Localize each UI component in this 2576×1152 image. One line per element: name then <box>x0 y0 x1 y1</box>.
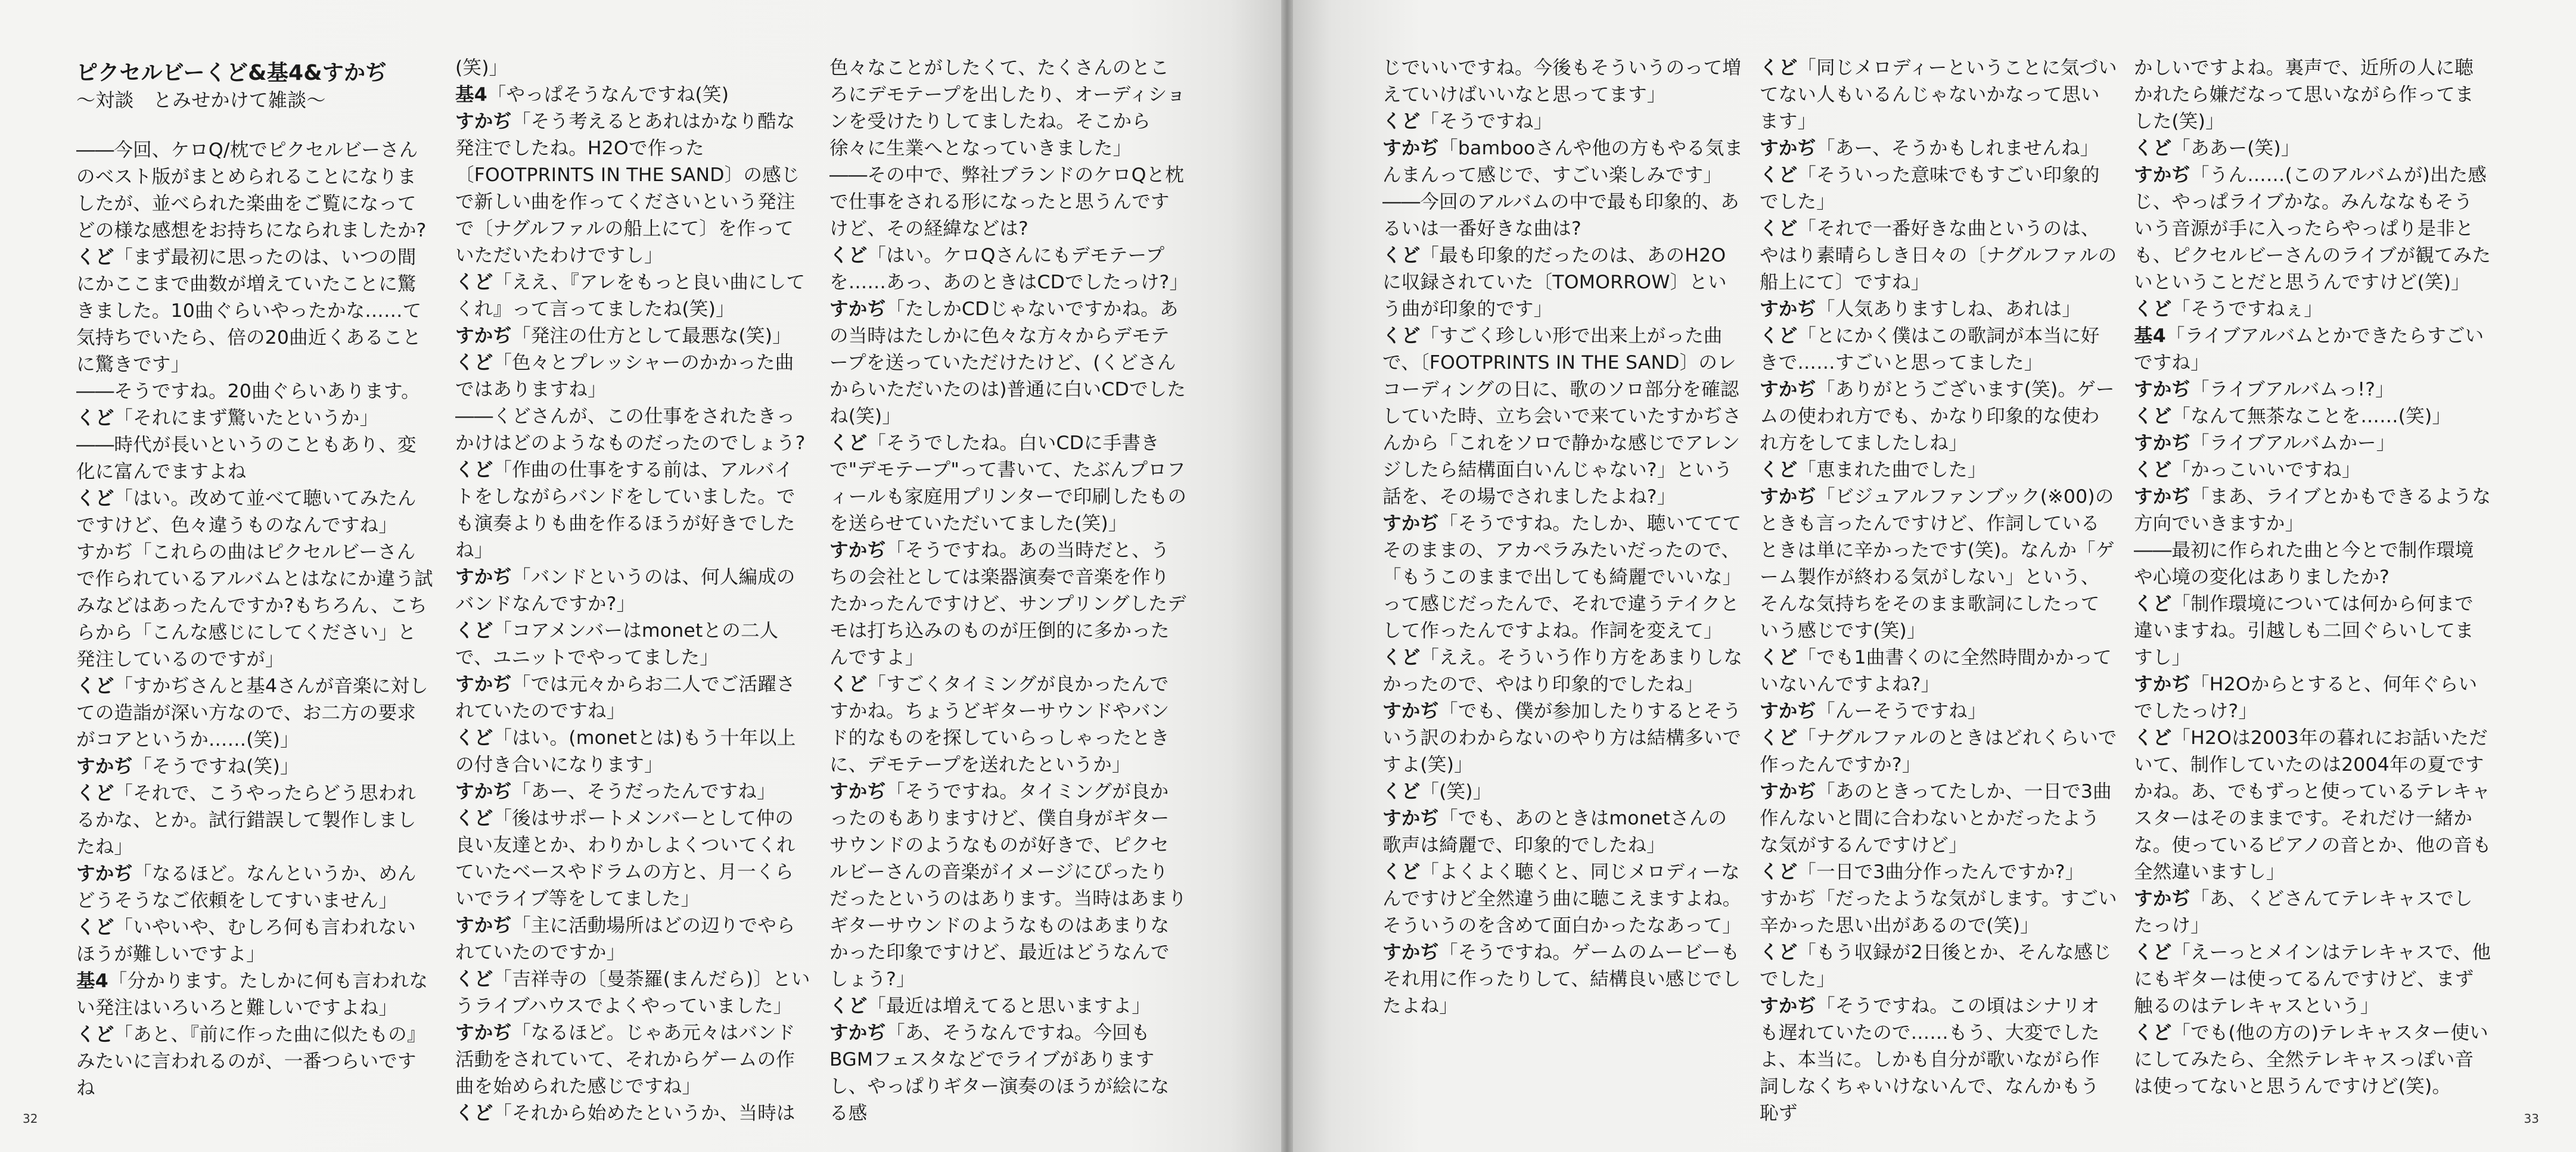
dialogue-text: 「うん……(このアルバムが)出た感じ、やっぱライブかな。みんななもそういう音源が手に入ったらやっぱり是非とも、ピクセルビーさんのライブが観てみたいということだと思うんですけど(笑)」 <box>2134 164 2491 293</box>
dialogue-line <box>829 537 1187 671</box>
dialogue-text: 「bambooさんや他の方もやる気まんまんって感じで、すごい楽しみです」 <box>1382 138 1744 186</box>
speaker-name: くど <box>1760 647 1798 668</box>
dialogue-text: 「(笑)」 <box>1420 781 1492 802</box>
dialogue-text: 「やっぱそうなんですね(笑) <box>487 84 729 105</box>
article-title: ピクセルビーくど&基4&すかぢ <box>76 61 387 85</box>
dialogue-line <box>1382 645 1744 698</box>
dialogue-line <box>455 1020 812 1100</box>
dialogue-text: ――その中で、弊社ブランドのケロQと枕で仕事をされる形になったと思うんですけど、その経緯などは? <box>829 164 1184 239</box>
dialogue-line <box>1382 135 1744 189</box>
dialogue-text: 「とにかく僕はこの歌詞が本当に好きで……すごいと思ってました」 <box>1760 325 2100 373</box>
dialogue-line <box>76 673 434 754</box>
dialogue-text: 「そうでしたね。白いCDに手書きで"デモテープ"って書いて、たぶんプロフィールも家庭用プリンターで印刷したものを送らせていただいてました(笑)」 <box>829 432 1187 534</box>
dialogue-line <box>455 108 812 269</box>
speaker-name: くど <box>829 995 868 1017</box>
dialogue-text: 「それで一番好きな曲というのは、やはり素晴らしき日々の〔ナグルファルの船上にて〕ですね」 <box>1760 218 2117 293</box>
dialogue-text: 「そういった意味でもすごい印象的でした」 <box>1760 164 2100 213</box>
dialogue-text: 「すごく珍しい形で出来上がった曲で、〔FOOTPRINTS IN THE SAND〕のレコーディングの日に、歌のソロ部分を確認していた時、立ち会いで来ていたすかぢさんから「これをソロで静かな感じでアレンジしたら結構面白いんじゃない?」という話を、その場でされましたよね?」 <box>1382 325 1742 507</box>
speaker-name: くど <box>1760 942 1798 963</box>
dialogue-line <box>76 1022 434 1102</box>
dialogue-line <box>1760 376 2117 457</box>
speaker-name: くど <box>76 1024 114 1045</box>
dialogue-text: 「そうですねぇ」 <box>2171 298 2323 320</box>
dialogue-text: 「後はサポートメンバーとして仲の良い友達とか、わりかしよくついてくれていたベースやドラムの方と、月一くらいでライブ等をしてました」 <box>455 808 796 910</box>
dialogue-line <box>1760 323 2117 376</box>
speaker-name: すかぢ <box>1760 700 1817 722</box>
dialogue-line <box>1760 859 2117 886</box>
speaker-name: すかぢ <box>455 915 512 936</box>
dialogue-line <box>76 378 434 405</box>
speaker-name: くど <box>1760 861 1798 883</box>
dialogue-text: 「コアメンバーはmonetとの二人で、ユニットでやってました」 <box>455 620 779 668</box>
dialogue-text: 「色々とプレッシャーのかかった曲ではありますね」 <box>455 352 794 400</box>
dialogue-line <box>455 1100 812 1127</box>
dialogue-line <box>455 403 812 457</box>
speaker-name: くど <box>2134 298 2172 320</box>
dialogue-text: 「よくよく聴くと、同じメロディーなんですけど全然違う曲に聴こえますよね。そういうのを含めて面白かったなあって」 <box>1382 861 1742 936</box>
dialogue-line <box>76 968 434 1022</box>
dialogue-text: 「でも、僕が参加したりするとそういう訳のわからないのやり方は結構多いですよ(笑)」 <box>1382 700 1742 776</box>
dialogue-text: 「最も印象的だったのは、あのH2Oに収録されていた〔TOMORROW〕という曲が印象的です」 <box>1382 245 1727 320</box>
right-column-2 <box>1760 55 2117 1127</box>
speaker-name: すかぢ <box>455 674 512 695</box>
dialogue-text: ――最初に作られた曲と今とで制作環境や心境の変化はありましたか? <box>2134 540 2474 588</box>
dialogue-line <box>1760 779 2117 859</box>
dialogue-line <box>455 82 812 108</box>
dialogue-line <box>76 539 434 673</box>
dialogue-text: 「ライブアルバムかー」 <box>2190 432 2395 454</box>
speaker-name: くど <box>76 247 114 268</box>
speaker-name: くど <box>2134 593 2172 615</box>
speaker-name: くど <box>1760 325 1798 347</box>
dialogue-text: 「あー、そうだったんですね」 <box>512 781 776 802</box>
dialogue-line <box>2134 162 2491 296</box>
speaker-name: すかぢ <box>1382 138 1440 159</box>
dialogue-text: 「ナグルファルのときはどれくらいで作ったんですか?」 <box>1760 727 2117 776</box>
dialogue-line <box>455 457 812 564</box>
dialogue-text: 「もう収録が2日後とか、そんな感じでした」 <box>1760 942 2112 990</box>
speaker-name: くど <box>1382 647 1421 668</box>
speaker-name: すかぢ <box>1760 995 1817 1017</box>
dialogue-text: 「そうですね。この頃はシナリオも遅れていたので……もう、大変でしたよ、本当に。しかも自分が歌いながら作詞しなくちゃいけないんで、なんかもう恥ず <box>1760 995 2100 1124</box>
speaker-name: すかぢ <box>1382 808 1440 829</box>
book-gutter <box>1281 0 1293 1152</box>
dialogue-text: 「最近は増えてると思いますよ」 <box>867 995 1151 1017</box>
dialogue-line <box>1382 323 1744 510</box>
dialogue-line <box>829 779 1187 993</box>
dialogue-line <box>829 671 1187 779</box>
dialogue-text: 「なんて無茶なことを……(笑)」 <box>2171 406 2451 427</box>
dialogue-line <box>2134 55 2491 135</box>
speaker-name: くど <box>76 675 114 697</box>
speaker-name: すかぢ <box>455 566 512 588</box>
dialogue-text: 「吉祥寺の〔曼荼羅(まんだら)〕というライブハウスでよくやっていました」 <box>455 969 810 1017</box>
dialogue-text: 「同じメロディーということに気づいてない人もいるんじゃないかなって思います」 <box>1760 57 2117 132</box>
dialogue-text: 「制作環境については何から何まで違いますね。引越しも二回ぐらいしてますし」 <box>2134 593 2474 668</box>
speaker-name: すかぢ <box>76 863 133 885</box>
dialogue-text: 「ビジュアルファンブック(※00)のときも言ったんですけど、作詞しているときは単に辛かったです(笑)。なんか「ゲーム製作が終わる気がしない」という、そんな気持ちをそのまま歌詞にしたっていう感じです(笑)」 <box>1760 486 2115 642</box>
speaker-name: くど <box>2134 138 2172 159</box>
dialogue-line <box>455 966 812 1020</box>
dialogue-line <box>76 485 434 539</box>
dialogue-text: 「あー、そうかもしれませんね」 <box>1816 138 2099 159</box>
dialogue-text: (笑)」 <box>455 57 508 79</box>
dialogue-text: 「ありがとうございます(笑)。ゲームの使われ方でも、かなり印象的な使われ方をしてましたしね」 <box>1760 379 2115 454</box>
dialogue-text: 「では元々からお二人でご活躍されていたのですね」 <box>455 674 796 722</box>
dialogue-line <box>1760 886 2117 939</box>
speaker-name: すかぢ <box>455 111 512 132</box>
dialogue-line <box>1760 162 2117 216</box>
speaker-name: すかぢ <box>76 756 133 777</box>
dialogue-text: 「すかぢさんと基4さんが音楽に対しての造詣が深い方なので、お二方の要求がコアというか……(笑)」 <box>76 675 428 751</box>
dialogue-text: 「作曲の仕事をする前は、アルバイトをしながらバンドをしていました。でも演奏よりも曲を作るほうが好きでしたね」 <box>455 459 796 561</box>
speaker-name: すかぢ <box>829 540 887 561</box>
page-number-right: 33 <box>2524 1111 2539 1126</box>
dialogue-line <box>455 323 812 350</box>
left-page <box>0 0 1281 1152</box>
dialogue-text: 「いやいや、むしろ何も言われないほうが難しいですよ」 <box>76 917 416 965</box>
dialogue-text: 「まず最初に思ったのは、いつの間にかここまで曲数が増えていたことに驚きました。10曲ぐらいやったかな……て気持ちでいたら、倍の20曲近くあることに驚きです」 <box>76 247 422 375</box>
dialogue-text: かしいですよね。裏声で、近所の人に聴かれたら嫌だなって思いながら作ってました(笑)」 <box>2134 57 2474 132</box>
speaker-name: すかぢ <box>1760 781 1817 802</box>
speaker-name: くど <box>1760 727 1798 749</box>
speaker-name: すかぢ <box>1760 486 1817 507</box>
dialogue-line <box>2134 1020 2491 1100</box>
dialogue-line <box>455 671 812 725</box>
speaker-name: くど <box>2134 1022 2172 1044</box>
dialogue-text: 「そう考えるとあれはかなり酷な発注でしたね。H2Oで作った〔FOOTPRINTS IN THE SAND〕の感じで新しい曲を作ってくださいという発注で〔ナグルファルの船上にて〕を作っていただいたわけですし」 <box>455 111 800 266</box>
speaker-name: くど <box>1760 164 1798 186</box>
speaker-name: すかぢ <box>2134 379 2191 400</box>
dialogue-text: 「そうですね。ゲームのムービーもそれ用に作ったりして、結構良い感じでしたよね」 <box>1382 942 1741 1017</box>
dialogue-text: 「ええ、『アレをもっと良い曲にしてくれ』って言ってましたね(笑)」 <box>455 272 806 320</box>
left-column-1 <box>76 55 434 1102</box>
dialogue-line <box>1760 296 2117 323</box>
speaker-name: くど <box>1382 325 1421 347</box>
speaker-name: くど <box>76 783 114 804</box>
dialogue-line <box>455 55 812 82</box>
dialogue-line <box>455 725 812 779</box>
speaker-name: くど <box>2134 727 2172 749</box>
dialogue-text: 「かっこいいですね」 <box>2171 459 2361 481</box>
speaker-name: すかぢ <box>829 781 887 802</box>
speaker-name: くど <box>76 488 114 509</box>
dialogue-text: すかぢ「だったような気がします。すごい辛かった思い出があるので(笑)」 <box>1760 888 2117 936</box>
dialogue-line <box>1760 457 2117 484</box>
dialogue-line <box>2134 939 2491 1020</box>
dialogue-line <box>1382 242 1744 323</box>
dialogue-text: 「はい。(monetとは)もう十年以上の付き合いになります」 <box>455 727 796 776</box>
right-column-1 <box>1382 55 1744 1020</box>
speaker-name: くど <box>455 352 493 373</box>
speaker-name: すかぢ <box>2134 432 2191 454</box>
dialogue-line <box>455 564 812 618</box>
dialogue-line <box>455 779 812 805</box>
speaker-name: すかぢ <box>2134 888 2191 910</box>
speaker-name: くど <box>1382 245 1421 266</box>
speaker-name: くど <box>2134 406 2172 427</box>
dialogue-text: 「H2Oからとすると、何年ぐらいでしたっけ?」 <box>2134 674 2478 722</box>
dialogue-line <box>455 805 812 913</box>
dialogue-line <box>1760 135 2117 162</box>
speaker-name: すかぢ <box>1760 138 1817 159</box>
dialogue-line <box>2134 135 2491 162</box>
dialogue-line <box>76 405 434 432</box>
speaker-name: すかぢ <box>1382 700 1440 722</box>
dialogue-line <box>1760 993 2117 1127</box>
speaker-name: くど <box>829 245 868 266</box>
dialogue-text: 「ああー(笑)」 <box>2171 138 2300 159</box>
dialogue-line <box>1382 859 1744 939</box>
dialogue-line <box>76 244 434 378</box>
speaker-name: くど <box>829 432 868 454</box>
speaker-name: くど <box>76 407 114 429</box>
dialogue-text: 「それにまず驚いたというか」 <box>114 407 379 429</box>
speaker-name: くど <box>455 272 493 293</box>
dialogue-text: すかぢ「これらの曲はピクセルビーさんで作られているアルバムとはなにか違う試みなどはあったんですか?もちろん、こちらから「こんな感じにしてください」と発注しているのですが」 <box>76 541 433 670</box>
dialogue-line <box>1760 725 2117 779</box>
dialogue-line <box>2134 537 2491 591</box>
dialogue-line <box>2134 457 2491 484</box>
dialogue-line <box>2134 671 2491 725</box>
right-page <box>1293 0 2576 1152</box>
dialogue-text: ――そうですね。20曲ぐらいあります。 <box>76 381 420 402</box>
dialogue-line <box>829 430 1187 537</box>
dialogue-line <box>1760 939 2117 993</box>
speaker-name: くど <box>455 727 493 749</box>
dialogue-text: 「たしかCDじゃないですかね。あの当時はたしかに色々な方々からデモテープを送っていただけたけど、(くどさんからいただいたのは)普通に白いCDでしたね(笑)」 <box>829 298 1186 427</box>
speaker-name: くど <box>455 969 493 990</box>
right-column-3 <box>2134 55 2491 1100</box>
dialogue-line <box>1382 698 1744 779</box>
dialogue-text: 「分かります。たしかに何も言われない発注はいろいろと難しいですよね」 <box>76 970 428 1019</box>
dialogue-text: 「そうですね。たしか、聴いてててそのままの、アカペラみたいだったので、「もうこのままで出しても綺麗でいいな」って感じだったんで、それで違うテイクとして作ったんですよね。作詞を変えて」 <box>1382 513 1742 642</box>
speaker-name: くど <box>829 674 868 695</box>
dialogue-text: 「でも1曲書くのに全然時間かかっていないんですよね?」 <box>1760 647 2112 695</box>
speaker-name: くど <box>1382 111 1421 132</box>
speaker-name: すかぢ <box>2134 164 2191 186</box>
dialogue-line <box>2134 403 2491 430</box>
dialogue-text: 「そうですね。タイミングが良かったのもありますけど、僕自身がギターサウンドのようなものが好きで、ピクセルビーさんの音楽がイメージにぴったりだったというのはあります。当時はあまりギターサウンドのようなものはあまりなかった印象ですけど、最近はどうなんでしょう?」 <box>829 781 1187 990</box>
dialogue-line <box>2134 484 2491 537</box>
page-number-left: 32 <box>23 1111 38 1126</box>
dialogue-line <box>1382 939 1744 1020</box>
dialogue-line <box>1760 55 2117 135</box>
dialogue-text: 「ライブアルバムっ!?」 <box>2190 379 2394 400</box>
speaker-name: くど <box>455 1103 493 1124</box>
dialogue-line <box>1760 484 2117 645</box>
dialogue-line <box>2134 591 2491 671</box>
dialogue-text: 「主に活動場所はどの辺りでやられていたのですか」 <box>455 915 796 963</box>
dialogue-text: じでいいですね。今後もそういうのって増えていけばいいなと思ってます」 <box>1382 57 1741 105</box>
dialogue-text: 「発注の仕方として最悪な(笑)」 <box>512 325 791 347</box>
dialogue-line <box>829 993 1187 1020</box>
speaker-name: 基4 <box>455 84 487 105</box>
dialogue-text: 「バンドというのは、何人編成のバンドなんですか?」 <box>455 566 796 615</box>
dialogue-line <box>76 754 434 780</box>
speaker-name: すかぢ <box>1382 942 1440 963</box>
dialogue-line <box>1760 216 2117 296</box>
dialogue-line <box>76 137 434 244</box>
speaker-name: くど <box>1760 57 1798 79</box>
dialogue-text: 「ええ。そういう作り方をあまりしなかったので、やはり印象的でしたね」 <box>1382 647 1743 695</box>
dialogue-text: 「そうですね」 <box>1420 111 1553 132</box>
dialogue-line <box>76 780 434 861</box>
dialogue-text: ――時代が長いというのこともあり、変化に富んでますよね <box>76 434 417 482</box>
dialogue-text: 「あのときってたしか、一日で3曲作んないと間に合わないとかだったような気がするんですけど」 <box>1760 781 2112 856</box>
dialogue-line <box>1382 510 1744 645</box>
dialogue-text: 「H2Oは2003年の暮れにお話いただいて、制作していたのは2004年の夏ですかね。あ、でもずっと使っているテレキャスターはそのままです。それだけ一緒かな。使っているピアノの音とか、他の音も全然違いますし」 <box>2134 727 2491 883</box>
dialogue-line <box>829 55 1187 162</box>
dialogue-line <box>2134 323 2491 376</box>
dialogue-text: ――今回のアルバムの中で最も印象的、あるいは一番好きな曲は? <box>1382 191 1739 239</box>
dialogue-text: 「んーそうですね」 <box>1816 700 1987 722</box>
dialogue-text: 「あ、くどさんてテレキャスでしたっけ」 <box>2134 888 2473 936</box>
dialogue-line <box>455 269 812 323</box>
dialogue-text: 色々なことがしたくて、たくさんのところにデモテープを出したり、オーディションを受けたりしてましたね。そこから徐々に生業へとなっていきました」 <box>829 57 1186 159</box>
dialogue-line <box>2134 296 2491 323</box>
speaker-name: すかぢ <box>2134 486 2191 507</box>
speaker-name: くど <box>1760 218 1798 239</box>
dialogue-line <box>1382 189 1744 242</box>
dialogue-text: 「一日で3曲分作ったんですか?」 <box>1797 861 2084 883</box>
dialogue-line <box>76 432 434 485</box>
speaker-name: くど <box>2134 459 2172 481</box>
left-column-2 <box>455 55 812 1127</box>
dialogue-text: ――くどさんが、この仕事をされたきっかけはどのようなものだったのでしょう? <box>455 406 806 454</box>
dialogue-text: 「あと、『前に作った曲に似たもの』みたいに言われるのが、一番つらいですね <box>76 1024 426 1099</box>
speaker-name: くど <box>1382 861 1421 883</box>
dialogue-text: 「なるほど。じゃあ元々はバンド活動をされていて、それからゲームの作曲を始められた感じですね」 <box>455 1022 796 1097</box>
speaker-name: 基4 <box>76 970 108 992</box>
dialogue-line <box>829 296 1187 430</box>
dialogue-line <box>76 914 434 968</box>
dialogue-text: 「人気ありますしね、あれは」 <box>1816 298 2081 320</box>
speaker-name: くど <box>455 808 493 829</box>
dialogue-line <box>2134 430 2491 457</box>
dialogue-line <box>455 350 812 403</box>
dialogue-line <box>76 861 434 914</box>
speaker-name: くど <box>1760 459 1798 481</box>
speaker-name: すかぢ <box>829 1022 887 1044</box>
speaker-name: くど <box>455 620 493 642</box>
speaker-name: すかぢ <box>1760 298 1817 320</box>
dialogue-text: 「それで、こうやったらどう思われるかな、とか。試行錯誤して製作しましたね」 <box>76 783 417 858</box>
left-column-3 <box>829 55 1187 1127</box>
speaker-name: くど <box>1382 781 1421 802</box>
dialogue-line <box>1382 779 1744 805</box>
dialogue-text: 「まあ、ライブとかもできるような方向でいきますか」 <box>2134 486 2491 534</box>
speaker-name: すかぢ <box>829 298 887 320</box>
dialogue-text: 「はい。改めて並べて聴いてみたんですけど、色々違うものなんですね」 <box>76 488 417 536</box>
dialogue-text: 「そうですね。あの当時だと、うちの会社としては楽器演奏で音楽を作りたかったんですけど、サンプリングしたデモは打ち込みのものが圧倒的に多かったんですよ」 <box>829 540 1186 668</box>
dialogue-text: 「なるほど。なんというか、めんどうそうなご依頼をしてすいません」 <box>76 863 417 911</box>
speaker-name: すかぢ <box>455 1022 512 1044</box>
dialogue-line <box>455 618 812 671</box>
dialogue-line <box>829 162 1187 242</box>
speaker-name: くど <box>76 917 114 938</box>
speaker-name: すかぢ <box>1760 379 1817 400</box>
dialogue-text: 「はい。ケロQさんにもデモテープを……あっ、あのときはCDでしたっけ?」 <box>829 245 1189 293</box>
speaker-name: くど <box>455 459 493 481</box>
article-subtitle: ～対談 とみせかけて雑談～ <box>76 89 326 111</box>
dialogue-text: 「でも、あのときはmonetさんの歌声は綺麗で、印象的でしたね」 <box>1382 808 1727 856</box>
dialogue-text: 「恵まれた曲でした」 <box>1797 459 1987 481</box>
dialogue-text: 「すごくタイミングが良かったんですかね。ちょうどギターサウンドやバンド的なものを探していらっしゃったときに、デモテープを送れたというか」 <box>829 674 1170 776</box>
dialogue-line <box>829 1020 1187 1127</box>
dialogue-line <box>2134 886 2491 939</box>
speaker-name: くど <box>2134 942 2172 963</box>
dialogue-line <box>2134 376 2491 403</box>
speaker-name: すかぢ <box>2134 674 2191 695</box>
dialogue-line <box>1382 108 1744 135</box>
dialogue-text: 「あ、そうなんですね。今回もBGMフェスタなどでライブがありますし、やっぱりギター演奏のほうが絵になる感 <box>829 1022 1170 1124</box>
speaker-name: すかぢ <box>1382 513 1440 534</box>
dialogue-line <box>2134 725 2491 886</box>
dialogue-text: 「でも(他の方の)テレキャスター使いにしてみたら、全然テレキャスっぽい音は使ってないと思うんですけど(笑)。 <box>2134 1022 2488 1097</box>
dialogue-line <box>455 913 812 966</box>
dialogue-text: 「そうですね(笑)」 <box>133 756 299 777</box>
speaker-name: すかぢ <box>455 325 512 347</box>
dialogue-text: 「それから始めたというか、当時は <box>493 1103 796 1124</box>
speaker-name: すかぢ <box>455 781 512 802</box>
dialogue-text: 「えーっとメインはテレキャスで、他にもギターは使ってるんですけど、まず触るのはテレキャスという」 <box>2134 942 2491 1017</box>
dialogue-line <box>1760 698 2117 725</box>
dialogue-text: 「ライブアルバムとかできたらすごいですね」 <box>2134 325 2484 373</box>
speaker-name: 基4 <box>2134 325 2166 347</box>
dialogue-text: ――今回、ケロQ/枕でピクセルビーさんのベスト版がまとめられることになりましたが、並べられた楽曲をご覧になってどの様な感想をお持ちになられましたか? <box>76 139 427 241</box>
dialogue-line <box>1382 55 1744 108</box>
dialogue-line <box>1760 645 2117 698</box>
dialogue-line <box>829 242 1187 296</box>
dialogue-line <box>1382 805 1744 859</box>
